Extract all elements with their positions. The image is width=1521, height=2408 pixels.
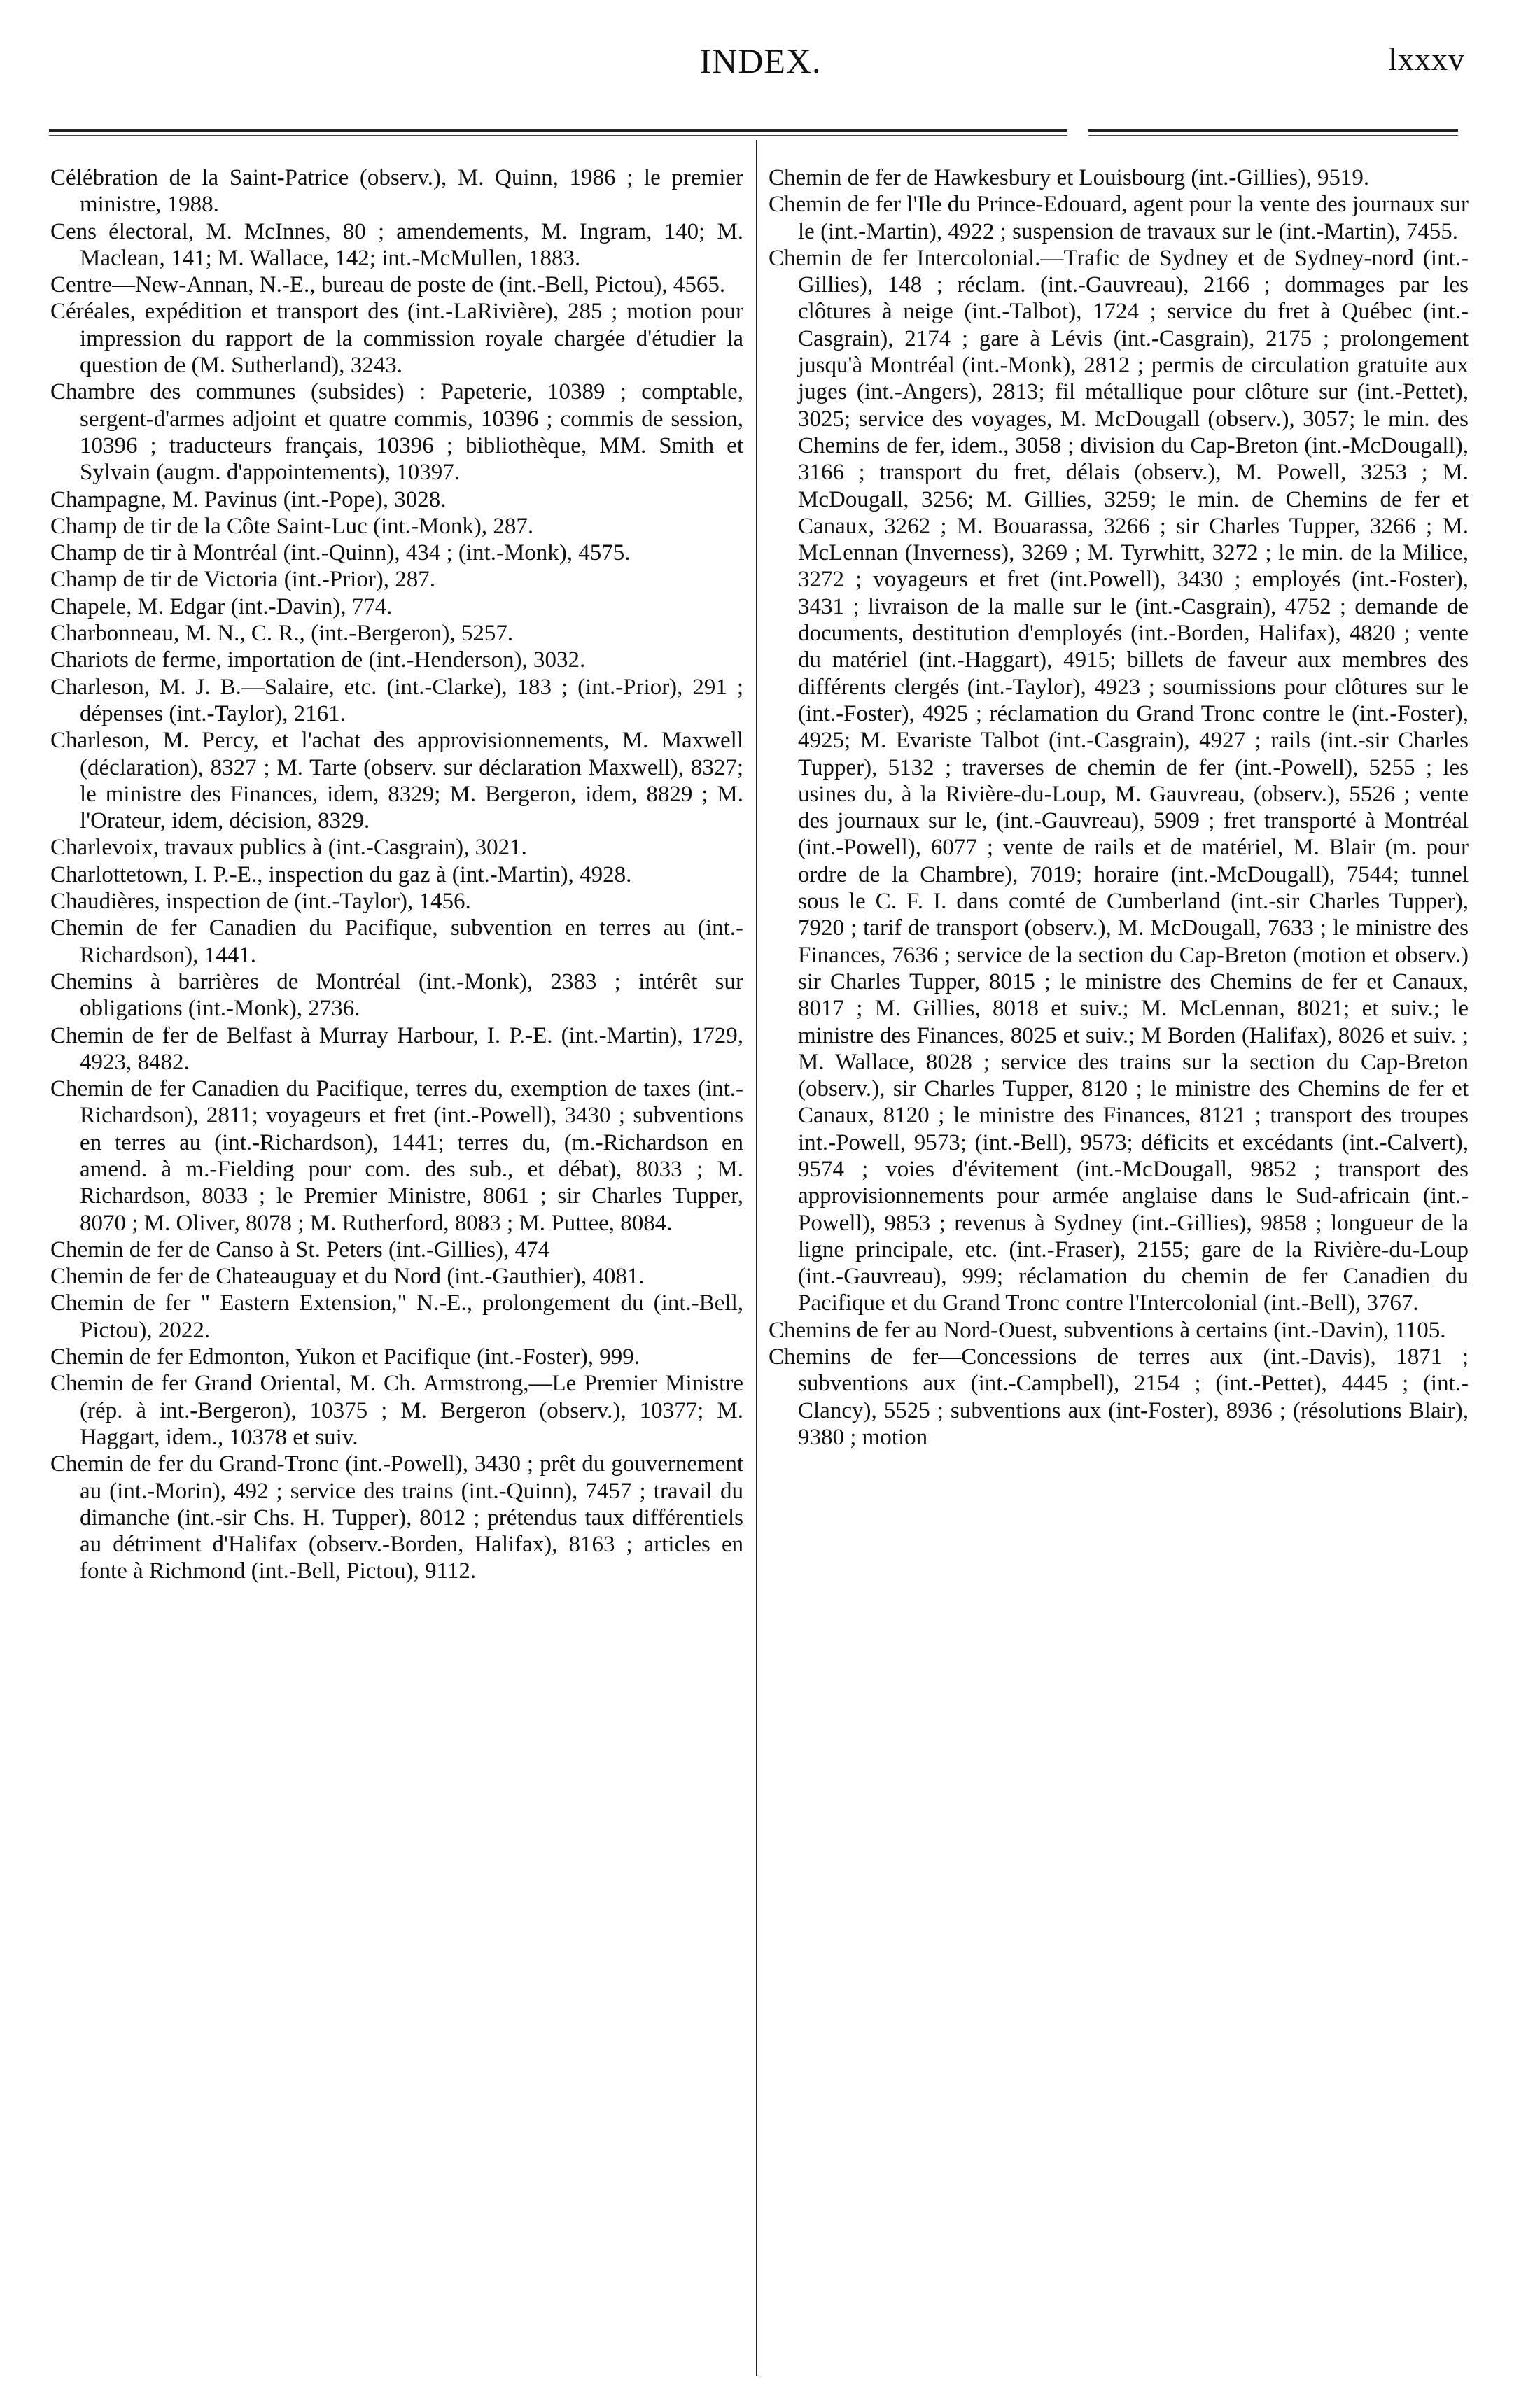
header-rule-left-thin (49, 135, 1067, 136)
column-divider (756, 140, 757, 2376)
right-column (769, 164, 1469, 2390)
index-entry: Chariots de ferme, importation de (int.-Henderson), 3032. (50, 647, 586, 673)
index-entry: Chambre des communes (subsides) : Papeterie, 10389 ; comptable, sergent-d'armes adjoint et quatre commis, 10396 ; commis de session, 10396 ; traducteurs français, 10396 ; bibliothèque, MM. Smith et Sylvain (augm. d'appointements), 10397. (50, 379, 743, 486)
index-entry: Chemins de fer—Concessions de terres aux (int.-Davis), 1871 ; subventions aux (int.-Campbell), 2154 ; (int.-Pettet), 4445 ; (int.-Clancy), 5525 ; subventions aux (int-Foster), 8936 ; (résolutions Blair), 9380 ; motion (769, 1344, 1469, 1450)
index-entry: Champ de tir de la Côte Saint-Luc (int.-Monk), 287. (50, 513, 534, 539)
index-entry: Chapele, M. Edgar (int.-Davin), 774. (50, 593, 393, 619)
index-entry: Charlottetown, I. P.-E., inspection du gaz à (int.-Martin), 4928. (50, 861, 632, 887)
index-entry: Chemin de fer de Belfast à Murray Harbour, I. P.-E. (int.-Martin), 1729, 4923, 8482. (50, 1022, 743, 1075)
index-entry: Chaudières, inspection de (int.-Taylor), 1456. (50, 889, 471, 915)
page-number: lxxxv (1388, 41, 1465, 77)
index-entry: Céréales, expédition et transport des (int.-LaRivière), 285 ; motion pour impression du rapport de la commission royale chargée d'étudier la question de (M. Sutherland), 3243. (50, 299, 743, 379)
index-entry: Chemin de fer de Chateauguay et du Nord (int.-Gauthier), 4081. (50, 1264, 645, 1290)
index-entry: Charleson, M. J. B.—Salaire, etc. (int.-Clarke), 183 ; (int.-Prior), 291 ; dépenses (int.-Taylor), 2161. (50, 674, 743, 726)
index-entry: Chemin de fer du Grand-Tronc (int.-Powell), 3430 ; prêt du gouvernement au (int.-Morin), 492 ; service des trains (int.-Quinn), 7457 ; travail du dimanche (int.-sir Chs. H. Tupper), 8012 ; prétendus taux différentiels au détriment d'Halifax (observ.-Borden, Halifax), 8163 ; articles en fonte à Richmond (int.-Bell, Pictou), 9112. (50, 1451, 743, 1584)
page-title: INDEX. (699, 41, 822, 80)
index-entry: Centre—New-Annan, N.-E., bureau de poste de (int.-Bell, Pictou), 4565. (50, 272, 726, 298)
header-rule-right (1088, 129, 1458, 132)
index-entry: Cens électoral, M. McInnes, 80 ; amendements, M. Ingram, 140; M. Maclean, 141; M. Wallace, 142; int.-McMullen, 1883. (50, 218, 743, 271)
index-entry: Chemin de fer Grand Oriental, M. Ch. Armstrong,—Le Premier Ministre (rép. à int.-Bergeron), 10375 ; M. Bergeron (observ.), 10377; M. Haggart, idem., 10378 et suiv. (50, 1371, 743, 1450)
index-entry: Chemin de fer Canadien du Pacifique, subvention en terres au (int.-Richardson), 1441. (50, 915, 743, 968)
index-entry: Champ de tir à Montréal (int.-Quinn), 434 ; (int.-Monk), 4575. (50, 540, 631, 566)
page-header (0, 41, 1521, 90)
index-entry: Charleson, M. Percy, et l'achat des approvisionnements, M. Maxwell (déclaration), 8327 ; M. Tarte (observ. sur déclaration Maxwell), 8327; le ministre des Finances, idem, 8329; M. Bergeron, idem, 8829 ; M. l'Orateur, idem, décision, 8329. (50, 728, 743, 834)
index-entry: Célébration de la Saint-Patrice (observ.), M. Quinn, 1986 ; le premier ministre, 1988. (50, 165, 743, 218)
left-column (50, 164, 743, 2390)
index-entry: Chemins à barrières de Montréal (int.-Monk), 2383 ; intérêt sur obligations (int.-Monk), 2736. (50, 969, 743, 1022)
header-rule-left (49, 129, 1067, 132)
index-entry: Charlevoix, travaux publics à (int.-Casgrain), 3021. (50, 835, 527, 861)
index-entry: Chemins de fer au Nord-Ouest, subventions à certains (int.-Davin), 1105. (769, 1317, 1446, 1343)
index-entry: Chemin de fer Intercolonial.—Trafic de Sydney et de Sydney-nord (int.-Gillies), 148 ; réclam. (int.-Gauvreau), 2166 ; dommages par les clôtures à neige (int.-Talbot), 1724 ; service du fret à Québec (int.-Casgrain), 2174 ; gare à Lévis (int.-Casgrain), 2175 ; prolongement jusqu'à Montréal (int.-Monk), 2812 ; permis de circulation gratuite aux juges (int.-Angers), 2813; fil métallique pour clôture sur (int.-Pettet), 3025; service des voyages, M. McDougall (observ.), 3057; le min. des Chemins de fer, idem., 3058 ; division du Cap-Breton (int.-McDougall), 3166 ; transport du fret, délais (observ.), M. Powell, 3253 ; M. McDougall, 3256; M. Gillies, 3259; le min. de Chemins de fer et Canaux, 3262 ; M. Bouarassa, 3266 ; sir Charles Tupper, 3266 ; M. McLennan (Inverness), 3269 ; M. Tyrwhitt, 3272 ; le min. de la Milice, 3272 ; voyageurs et fret (int.Powell), 3430 ; employés (int.-Foster), 3431 ; livraison de la malle sur le (int.-Casgrain), 4752 ; demande de documents, destitution d'employés (int.-Borden, Halifax), 4820 ; vente du matériel (int.-Haggart), 4915; billets de faveur aux membres des différents clergés (int.-Taylor), 4923 ; soumissions pour clôtures sur le (int.-Foster), 4925 ; réclamation du Grand Tronc contre le (int.-Foster), 4925; M. Evariste Talbot (int.-Casgrain), 4927 ; rails (int.-sir Charles Tupper), 5132 ; traverses de chemin de fer (int.-Powell), 5255 ; les usines du, à la Rivière-du-Loup, M. Gauvreau, (observ.), 5526 ; vente des journaux sur le, (int.-Gauvreau), 5909 ; fret transporté à Montréal (int.-Powell), 6077 ; vente de rails et de matériel, M. Blair (m. pour ordre de la Chambre), 7019; horaire (int.-McDougall), 7544; tunnel sous le C. F. I. dans comté de Cumberland (int.-sir Charles Tupper), 7920 ; tarif de transport (observ.), M. McDougall, 7633 ; le ministre des Finances, 7636 ; service de la section du Cap-Breton (motion et observ.) sir Charles Tupper, 8015 ; le ministre des Chemins de fer et Canaux, 8017 ; M. Gillies, 8018 et suiv.; M. McLennan, 8021; et suiv.; le ministre des Finances, 8025 et suiv.; M Borden (Halifax), 8026 et suiv. ; M. Wallace, 8028 ; service des trains sur la section du Cap-Breton (observ.), sir Charles Tupper, 8120 ; le ministre des Chemins de fer et Canaux, 8120 ; le ministre des Finances, 8121 ; transport des troupes int.-Powell, 9573; (int.-Bell), 9573; déficits et excédants (int.-Calvert), 9574 ; voies d'évitement (int.-McDougall, 9852 ; transport des approvisionnements pour armée anglaise dans le Sud-africain (int.-Powell), 9853 ; revenus à Sydney (int.-Gillies), 9858 ; longueur de la ligne principale, etc. (int.-Fraser), 2155; gare de la Rivière-du-Loup (int.-Gauvreau), 999; réclamation du chemin de fer Canadien du Pacifique et du Grand Tronc contre l'Intercolonial (int.-Bell), 3767. (769, 245, 1469, 1316)
index-entry: Charbonneau, M. N., C. R., (int.-Bergeron), 5257. (50, 621, 514, 647)
index-entry: Champagne, M. Pavinus (int.-Pope), 3028. (50, 486, 447, 512)
header-rule-right-thin (1088, 135, 1458, 136)
index-entry: Chemin de fer Edmonton, Yukon et Pacifique (int.-Foster), 999. (50, 1344, 640, 1370)
index-entry: Chemin de fer de Canso à St. Peters (int.-Gillies), 474 (50, 1237, 550, 1262)
index-entry: Champ de tir de Victoria (int.-Prior), 287. (50, 567, 436, 593)
index-entry: Chemin de fer Canadien du Pacifique, terres du, exemption de taxes (int.-Richardson), 2811; voyageurs et fret (int.-Powell), 3430 ; subventions en terres au (int.-Richardson), 1441; terres du, (m.-Richardson en amend. à m.-Fielding pour com. des sub., et débat), 8033 ; M. Richardson, 8033 ; le Premier Ministre, 8061 ; sir Charles Tupper, 8070 ; M. Oliver, 8078 ; M. Rutherford, 8083 ; M. Puttee, 8084. (50, 1076, 743, 1236)
index-entry: Chemin de fer l'Ile du Prince-Edouard, agent pour la vente des journaux sur le (int.-Martin), 4922 ; suspension de travaux sur le (int.-Martin), 7455. (769, 192, 1469, 244)
index-entry: Chemin de fer de Hawkesbury et Louisbourg (int.-Gillies), 9519. (769, 165, 1370, 190)
index-entry: Chemin de fer " Eastern Extension," N.-E., prolongement du (int.-Bell, Pictou), 2022. (50, 1290, 743, 1343)
